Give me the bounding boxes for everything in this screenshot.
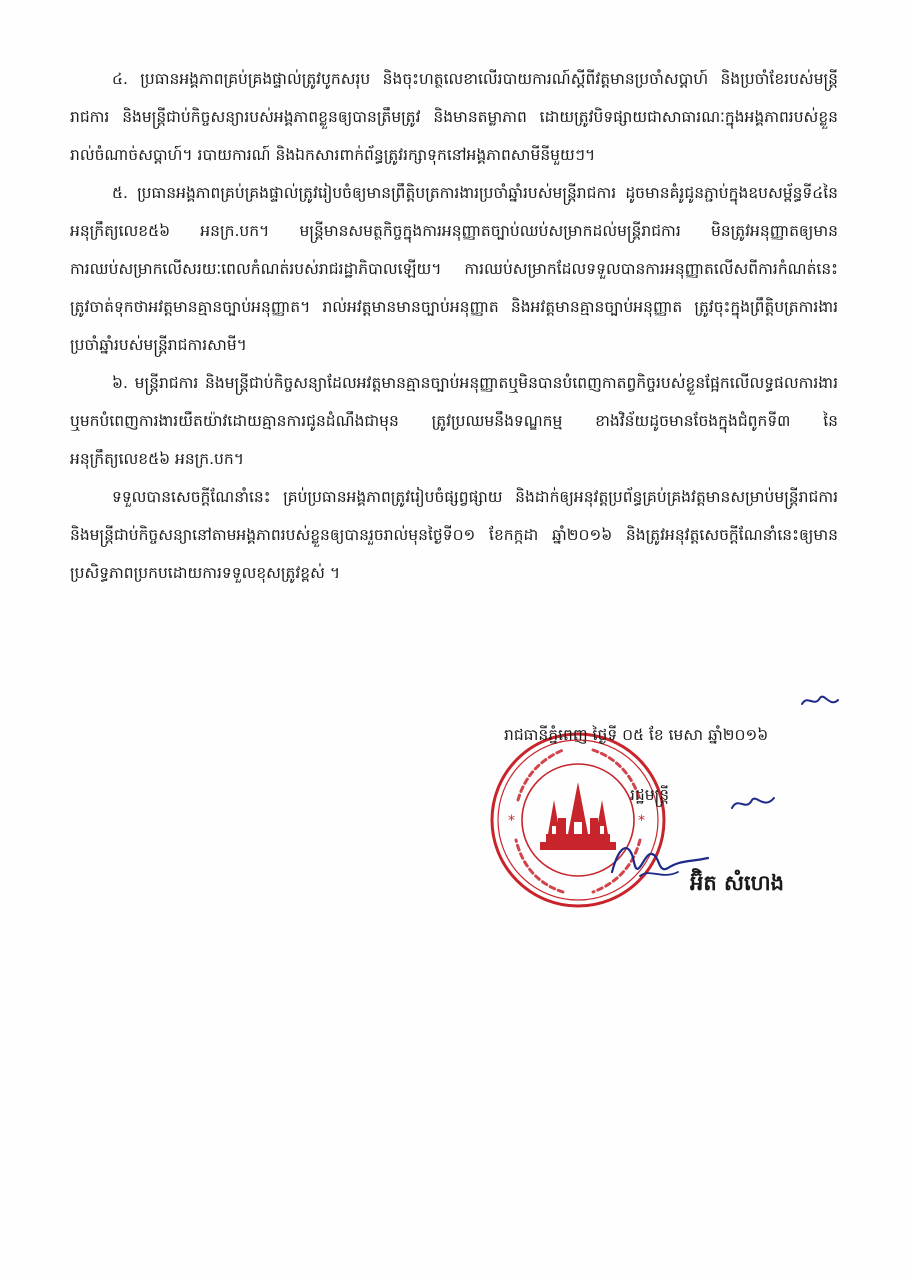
initials-icon [800, 690, 840, 712]
signer-title: រដ្ឋមន្ត្រី [630, 786, 670, 804]
signer-name: អ៊ិត សំហេង [690, 871, 784, 895]
paragraph-4: ៤. ប្រធានអង្គភាពគ្រប់គ្រងផ្ទាល់ត្រូវបូកសរុប និងចុះហត្ថលេខាលើរបាយការណ៍ស្តីពីវត្តមានប្រចាំសប្តាហ៍ និងប្រចាំខែរបស់មន្រ្តីរាជការ និងមន្រ្តីជាប់កិច្ចសន្យារបស់អង្គភាពខ្លួនឲ្យបានត្រឹមត្រូវ និងមានតម្លាភាព ដោយត្រូវបិទផ្សាយជាសាធារណៈក្នុងអង្គភាពរបស់ខ្លួនរាល់ចំណាច់សប្តាហ៍។ របាយការណ៍ និងឯកសារពាក់ព័ន្ធត្រូវរក្សាទុកនៅអង្គភាពសាមីនីមួយៗ។ [70, 70, 838, 164]
handwritten-signature-icon [600, 832, 720, 892]
date-ink-icon [728, 790, 778, 816]
paragraph-closing: ទទួលបានសេចក្តីណែនាំនេះ គ្រប់ប្រធានអង្គភាពត្រូវរៀបចំផ្សព្វផ្សាយ និងដាក់ឲ្យអនុវត្តប្រព័ន្ធគ្រប់គ្រងវត្តមានសម្រាប់មន្ត្រីរាជការ និងមន្ត្រីជាប់កិច្ចសន្យានៅតាមអង្គភាពរបស់ខ្លួនឲ្យបានរួចរាល់មុនថ្ងៃទី០១ ខែកក្កដា ឆ្នាំ២០១៦ និងត្រូវអនុវត្តសេចក្តីណែនាំនេះឲ្យមានប្រសិទ្ធភាពប្រកបដោយការទទួលខុសត្រូវខ្ពស់ ។ [70, 488, 838, 582]
svg-text:*: * [638, 813, 645, 829]
date-line: រាជធានីភ្នំពេញ ថ្ងៃទី ០៥ ខែ មេសា ឆ្នាំ២០១៦ [504, 726, 769, 744]
paragraph-6: ៦. មន្រ្តីរាជការ និងមន្ត្រីជាប់កិច្ចសន្យាដែលអវត្តមានគ្មានច្បាប់អនុញ្ញាតឬមិនបានបំពេញកាតព្វកិច្ចរបស់ខ្លួនផ្អែកលើលទ្ធផលការងារ ឬមកបំពេញការងារយឺតយ៉ាវដោយគ្មានការជូនដំណឹងជាមុន ត្រូវប្រឈមនឹងទណ្ឌកម្ម ខាងវិន័យដូចមានចែងក្នុងជំពូកទី៣ នៃអនុក្រឹត្យលេខ៥៦ អនក្រ.បក។ [70, 374, 838, 468]
paragraph-5: ៥. ប្រធានអង្គភាពគ្រប់គ្រងផ្ទាល់ត្រូវរៀបចំឲ្យមានព្រឹត្តិបត្រការងារប្រចាំឆ្នាំរបស់មន្ត្រីរាជការ ដូចមានគំរូជូនភ្ជាប់ក្នុងឧបសម្ព័ន្ធទី៤នៃអនុក្រឹត្យលេខ៥៦ អនក្រ.បក។ មន្រ្តីមានសមត្ថកិច្ចក្នុងការអនុញ្ញាតច្បាប់ឈប់សម្រាកដល់មន្ត្រីរាជការ មិនត្រូវអនុញ្ញាតឲ្យមានការឈប់សម្រាកលើសរយៈពេលកំណត់របស់រាជរដ្ឋាភិបាលឡើយ។ ការឈប់សម្រាកដែលទទួលបានការអនុញ្ញាតលើសពីការកំណត់នេះ ត្រូវចាត់ទុកថាអវត្តមានគ្មានច្បាប់អនុញ្ញាត។ រាល់អវត្តមានមានច្បាប់អនុញ្ញាត និងអវត្តមានគ្មានច្បាប់អនុញ្ញាត ត្រូវចុះក្នុងព្រឹត្តិបត្រការងារប្រចាំឆ្នាំរបស់មន្រ្តីរាជការសាមី។ [70, 184, 838, 354]
document-body [70, 60, 838, 592]
svg-text:*: * [508, 813, 515, 829]
